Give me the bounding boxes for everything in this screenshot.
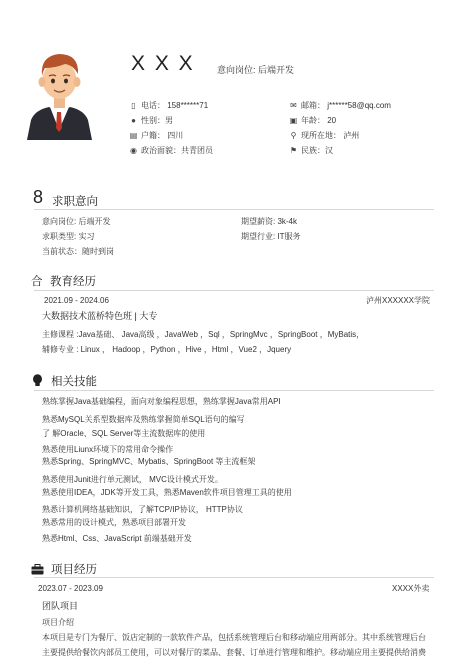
project-company: XXXX外卖 (392, 584, 430, 593)
mail-icon: ✉ (290, 101, 297, 110)
education-title: 教育经历 (50, 276, 96, 288)
skill-line: 熟悉使用Junit进行单元测试， MVC设计模式开发。 (42, 475, 223, 484)
cake-icon: ▣ (289, 116, 298, 125)
education-period: 2021.09 - 2024.06 (44, 296, 109, 305)
badge-icon: ◉ (130, 146, 137, 155)
skill-line: 熟悉使用Liunx环境下的常用命令操作 (42, 445, 174, 454)
gender-row (129, 116, 173, 126)
education-major: 大数据技术蓝桥特色班 | 大专 (42, 311, 158, 321)
job-intent-icon: 8 (33, 187, 44, 207)
location-text: 现所在地： 泸州 (301, 131, 360, 140)
education-minor: 辅修专业 : Linux ， Hadoop ，Python ，Hive ，Html ，Vue2 ，Jquery (42, 345, 292, 354)
hukou-text: 户籍： 四川 (141, 131, 184, 140)
intent-position: 意向岗位: 后端开发 (42, 217, 111, 226)
location-pin-icon: ⚲ (290, 131, 297, 140)
skill-line: 熟悉常用的设计模式，熟悉项目部署开发 (42, 518, 186, 527)
politics-text: 政治面貌：共青团员 (141, 146, 213, 155)
projects-title: 项目经历 (51, 564, 97, 576)
email-row (289, 101, 391, 111)
calendar-icon: ▤ (129, 131, 138, 140)
age-text: 年龄： 20 (301, 116, 337, 125)
intended-position: 意向岗位: 后端开发 (217, 65, 295, 75)
email-text: 邮箱： j******58@qq.com (301, 101, 391, 110)
intent-status: 当前状态：随时到岗 (42, 247, 114, 256)
education-school: 泸州XXXXXX学院 (366, 296, 431, 305)
project-period: 2023.07 - 2023.09 (38, 584, 103, 593)
intent-salary: 期望薪资: 3k-4k (241, 217, 298, 226)
project-intro-label: 项目介绍 (42, 618, 74, 627)
job-intent-title: 求职意向 (52, 196, 98, 208)
phone-row (129, 101, 208, 111)
projects-divider (34, 577, 434, 578)
project-intro-line: 主要提供给餐饮内部员工使用，可以对餐厅的菜品、套餐、订单进行管理和维护。移动端应用主要提供给消费 (42, 648, 426, 657)
skill-line: 了 解Oracle、SQL Server等主流数据库的使用 (42, 429, 206, 438)
skill-line: 熟悉Html、Css、JavaScript 前端基础开发 (42, 534, 192, 543)
hukou-row (129, 131, 183, 141)
skills-title: 相关技能 (51, 376, 97, 388)
job-intent-divider (34, 209, 434, 210)
politics-row (129, 146, 213, 156)
intent-industry: 期望行业: IT服务 (241, 232, 301, 241)
candidate-name: X X X (131, 52, 195, 75)
education-courses: 主修课程 :Java基础、 Java高级 ，JavaWeb ，Sql ，SpringMvc ，SpringBoot ，MyBatis， (42, 330, 365, 339)
intent-type: 求职类型: 实习 (42, 232, 95, 241)
education-divider (34, 290, 434, 291)
skill-line: 熟悉计算机网络基础知识，了解TCP/IP协议， HTTP协议 (42, 505, 243, 514)
skill-line: 熟悉MySQL关系型数据库及熟练掌握简单SQL语句的编写 (42, 415, 245, 424)
skill-line: 熟悉使用IDEA，JDK等开发工具，熟悉Maven软件项目管理工具的使用 (42, 488, 292, 497)
location-row (289, 131, 359, 141)
project-team: 团队项目 (42, 601, 79, 611)
project-intro-line: 本项目是专门为餐厅、饭店定制的一款软件产品，包括系统管理后台和移动端应用两部分。其中系统管理后台 (42, 633, 426, 642)
avatar (23, 40, 96, 140)
person-icon: ● (131, 116, 136, 125)
skill-line: 熟练掌握Java基础编程，面向对象编程思想，熟练掌握Java常用API (42, 397, 281, 406)
skill-line: 熟悉Spring、SpringMVC、Mybatis、SpringBoot 等主流框架 (42, 457, 256, 466)
flag-icon: ⚑ (289, 146, 298, 155)
education-icon: 合 (31, 276, 43, 288)
age-row (289, 116, 336, 126)
ethnic-row (289, 146, 333, 156)
phone-icon: ▯ (131, 101, 136, 110)
avatar-illustration (23, 40, 96, 140)
skills-divider (34, 390, 434, 391)
gender-text: 性别：男 (141, 116, 173, 125)
phone-text: 电话： 158******71 (141, 101, 209, 110)
ethnic-text: 民族：汉 (301, 146, 333, 155)
